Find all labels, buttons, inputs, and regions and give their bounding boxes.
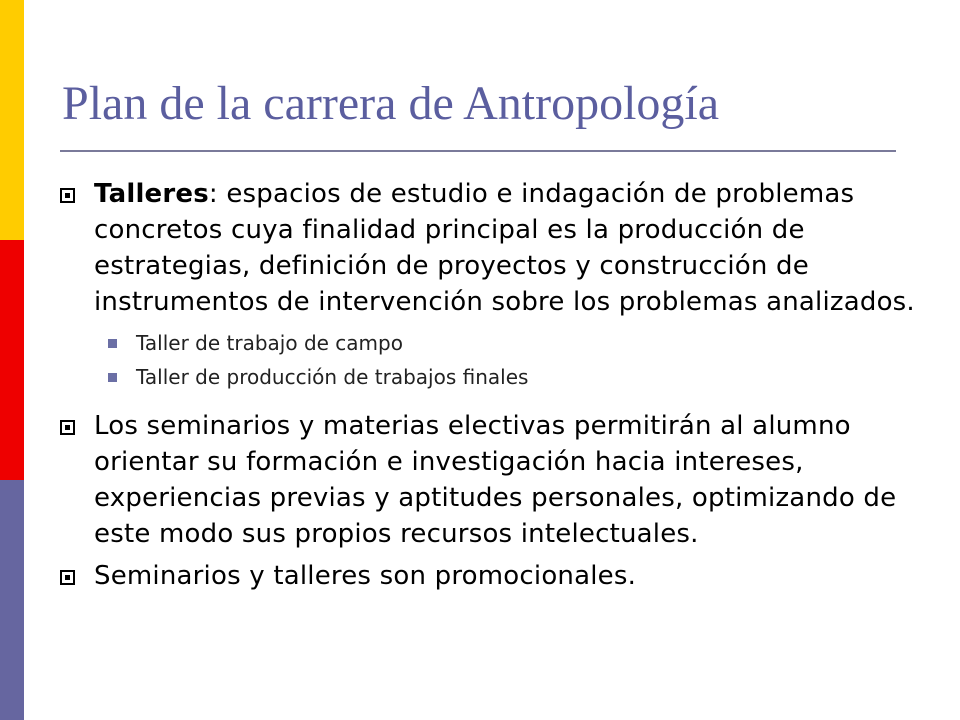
side-bar-blue: [0, 480, 24, 720]
title-divider: [60, 150, 896, 152]
square-bullet-icon: [60, 570, 75, 585]
bullet-talleres: [58, 176, 918, 320]
side-bar-yellow: [0, 0, 24, 240]
sub-item: [58, 326, 918, 360]
sub-item-text: Taller de trabajo de campo: [136, 331, 403, 355]
sub-list: [58, 326, 918, 394]
square-bullet-icon: [60, 188, 75, 203]
slide-content: [58, 176, 918, 594]
bullet-text: Los seminarios y materias electivas permitirán al alumno orientar su formación e investigación hacia intereses, experiencias previas y aptitudes personales, optimizando de este modo sus propios recursos intelectuales.: [94, 411, 897, 549]
side-bar-red: [0, 240, 24, 480]
square-bullet-icon: [60, 420, 75, 435]
square-sub-bullet-icon: [108, 339, 117, 348]
bullet-seminarios: [58, 408, 918, 552]
bullet-text: Seminarios y talleres son promocionales.: [94, 561, 637, 591]
slide-title: Plan de la carrera de Antropología: [62, 77, 720, 130]
bullet-text: : espacios de estudio e indagación de problemas concretos cuya finalidad principal es la producción de estrategias, definición de proyectos y construcción de instrumentos de intervención sobre los problemas analizados.: [94, 179, 915, 317]
bullet-lead: Talleres: [94, 179, 209, 209]
sub-item: [58, 360, 918, 394]
bullet-promocionales: [58, 558, 918, 594]
sub-item-text: Taller de producción de trabajos finales: [136, 365, 529, 389]
square-sub-bullet-icon: [108, 373, 117, 382]
